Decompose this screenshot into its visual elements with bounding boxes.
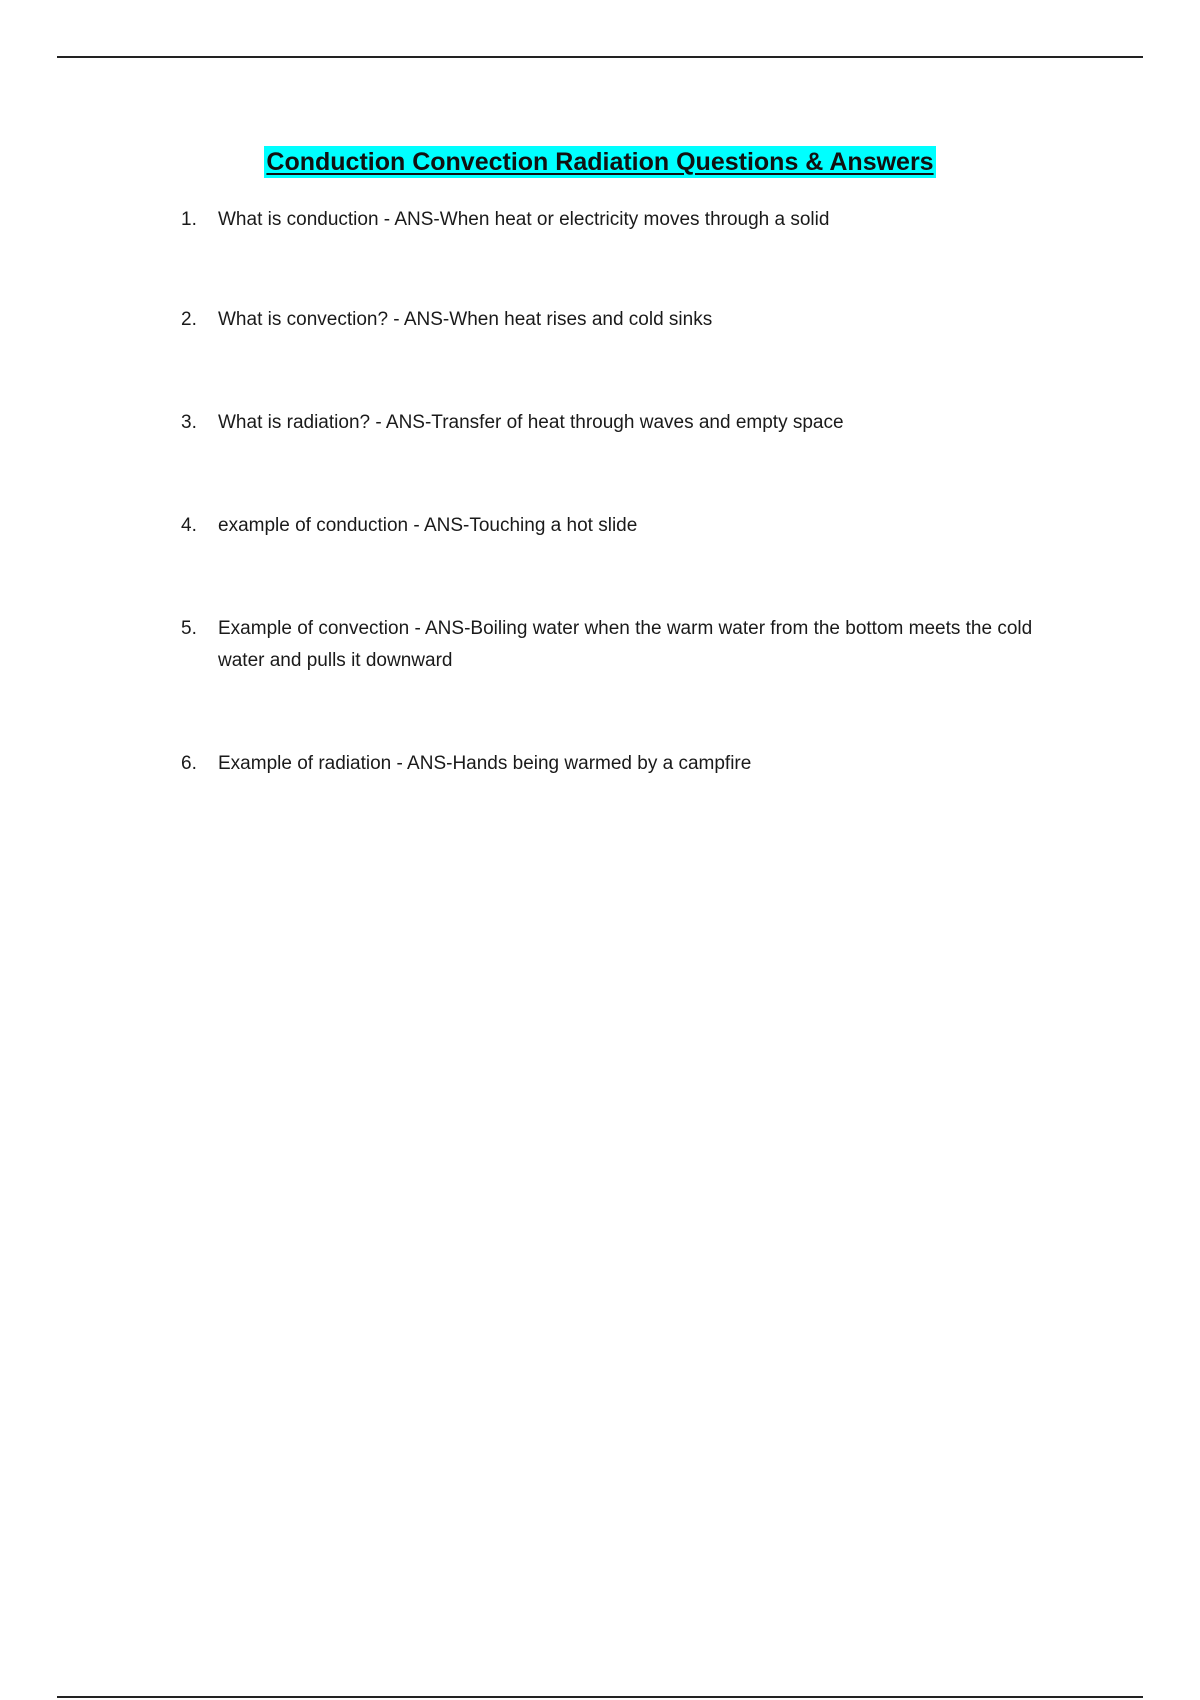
item-number: 4. <box>181 515 197 536</box>
qa-item <box>181 510 1081 542</box>
item-text: Example of convection - ANS-Boiling water when the warm water from the bottom meets the cold water and pulls it downward <box>218 618 1033 671</box>
item-text: example of conduction - ANS-Touching a hot slide <box>218 515 638 536</box>
item-number: 6. <box>181 753 197 774</box>
item-text: What is conduction - ANS-When heat or electricity moves through a solid <box>218 209 830 230</box>
item-number: 1. <box>181 209 197 230</box>
footer-rule <box>57 1696 1143 1698</box>
item-number: 5. <box>181 618 197 639</box>
header-rule <box>57 56 1143 58</box>
item-text: What is radiation? - ANS-Transfer of heat through waves and empty space <box>218 412 844 433</box>
item-text: What is convection? - ANS-When heat rises and cold sinks <box>218 309 713 330</box>
document-title: Conduction Convection Radiation Questions & Answers <box>266 148 934 176</box>
item-number: 2. <box>181 309 197 330</box>
qa-item <box>181 407 1081 439</box>
qa-item <box>181 304 1081 336</box>
qa-item <box>181 748 1081 780</box>
item-text: Example of radiation - ANS-Hands being warmed by a campfire <box>218 753 752 774</box>
item-number: 3. <box>181 412 197 433</box>
qa-item <box>181 613 1081 677</box>
title-container <box>0 146 1200 178</box>
qa-item <box>181 204 1081 236</box>
